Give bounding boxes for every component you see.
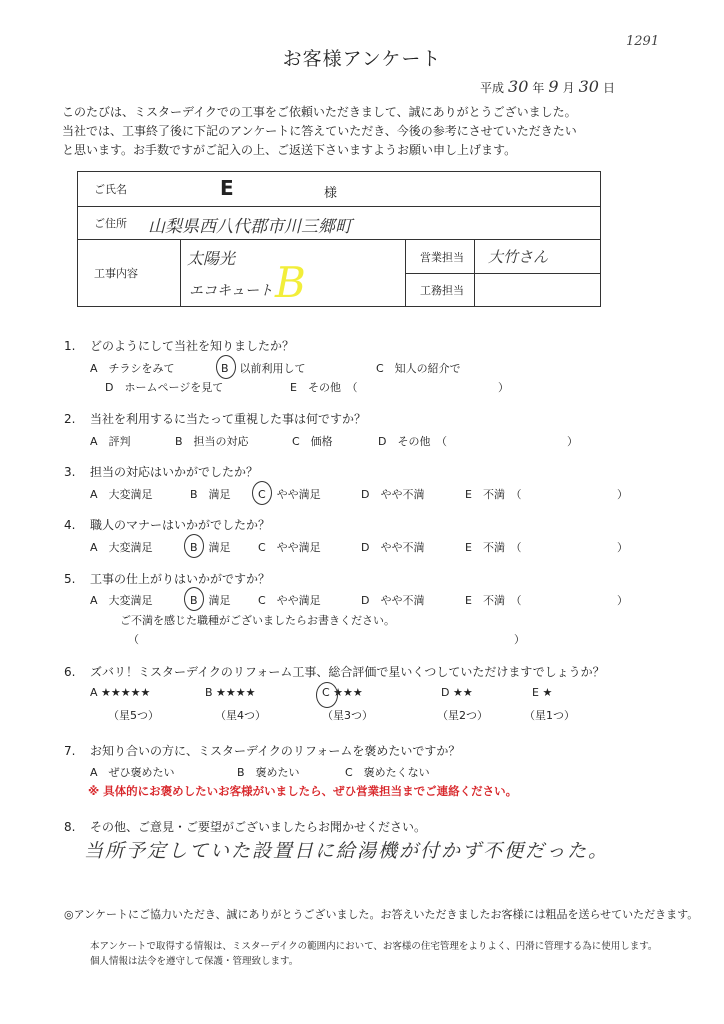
q2-question xyxy=(64,410,366,427)
q5-question xyxy=(64,570,270,587)
q1-option-e: E その他 （ xyxy=(290,381,358,394)
q6-label-d: （星2つ） xyxy=(437,709,488,722)
q4-option-e: E 不満 （ xyxy=(465,541,522,554)
sales-label: 営業担当 xyxy=(420,250,464,264)
q5-sub-question: ご不満を感じた職種がございましたらお書きください。 xyxy=(120,614,395,627)
q1-question xyxy=(64,337,294,354)
q4-option-c: C やや満足 xyxy=(258,541,321,554)
address-label: ご住所 xyxy=(94,217,127,231)
q4-option-e-close: ） xyxy=(617,541,628,554)
q5-option-d: D やや不満 xyxy=(361,594,425,607)
q3-option-d: D やや不満 xyxy=(361,488,425,501)
date-year: 30 xyxy=(508,77,529,96)
customer-info-table xyxy=(77,171,601,307)
q7-question xyxy=(64,742,460,759)
date-line xyxy=(480,77,615,96)
q7-number: 7. xyxy=(64,744,76,758)
q4-text: 職人のマナーはいかがでしたか？ xyxy=(90,518,271,532)
q5-sub-close: ） xyxy=(514,633,525,646)
q1-text: どのようにして当社を知りましたか？ xyxy=(90,339,295,353)
footer-thanks: ◎アンケートにご協力いただき、誠にありがとうございました。お答えいただきましたお客様には粗品を送らせていただきます。 xyxy=(64,908,699,921)
date-year-label: 年 xyxy=(532,81,545,95)
work-label: 工事内容 xyxy=(94,267,138,281)
q3-option-e: E 不満 （ xyxy=(465,488,522,501)
q5-option-c: C やや満足 xyxy=(258,594,321,607)
q5-selection-circle xyxy=(184,587,204,611)
q7-text: お知り合いの方に、ミスターデイクのリフォームを褒めたいですか？ xyxy=(90,744,461,758)
q6-label-a: （星5つ） xyxy=(108,709,159,722)
q6-label-b: （星4つ） xyxy=(215,709,266,722)
q6-option-e: E ★ xyxy=(532,686,553,699)
q8-text: その他、ご意見・ご要望がございましたらお聞かせください。 xyxy=(90,820,427,834)
q3-option-b: B 満足 xyxy=(190,488,231,501)
q5-text: 工事の仕上がりはいかがですか？ xyxy=(90,572,271,586)
q6-option-a: A ★★★★★ xyxy=(90,686,151,699)
q7-option-c: C 褒めたくない xyxy=(345,766,430,779)
q3-option-a: A 大変満足 xyxy=(90,488,153,501)
intro-line-2: 当社では、工事終了後に下記のアンケートに答えていただき、今後の参考にさせていただきたい xyxy=(62,124,577,138)
q4-option-d: D やや不満 xyxy=(361,541,425,554)
date-era: 平成 xyxy=(480,81,505,95)
q2-option-a: A 評判 xyxy=(90,435,131,448)
q8-question xyxy=(64,818,426,835)
q2-option-b: B 担当の対応 xyxy=(175,435,249,448)
q2-text: 当社を利用するに当たって重視した事は何ですか？ xyxy=(90,412,367,426)
q6-label-e: （星1つ） xyxy=(524,709,575,722)
q6-selection-circle xyxy=(316,682,338,708)
q2-option-d-close: ） xyxy=(567,435,578,448)
corner-note: 1291 xyxy=(626,34,660,49)
survey-title: お客様アンケート xyxy=(282,48,442,70)
name-row xyxy=(78,172,601,207)
work-content-cell xyxy=(181,240,406,307)
q1-option-c: C 知人の紹介で xyxy=(376,362,461,375)
q4-selection-circle xyxy=(184,534,204,558)
intro-line-3: と思います。お手数ですがご記入の上、ご返送下さいますようお願い申し上げます。 xyxy=(62,143,517,157)
work-label-cell xyxy=(78,240,181,307)
q1-selection-circle xyxy=(216,355,236,379)
q2-option-d: D その他 （ xyxy=(378,435,447,448)
q6-option-b: B ★★★★ xyxy=(205,686,256,699)
q6-question xyxy=(64,663,605,680)
q5-option-e-close: ） xyxy=(617,594,628,607)
q2-number: 2. xyxy=(64,412,76,426)
footer-privacy-2: 個人情報は法令を遵守して保護・管理致します。 xyxy=(90,956,299,967)
q7-option-a: A ぜひ褒めたい xyxy=(90,766,175,779)
q3-selection-circle xyxy=(252,481,272,505)
q5-sub-open: （ xyxy=(128,633,139,646)
q8-handwritten-answer: 当所予定していた設置日に給湯機が付かず不便だった。 xyxy=(84,840,610,862)
q4-option-a: A 大変満足 xyxy=(90,541,153,554)
q7-red-notice: ※ 具体的にお褒めしたいお客様がいましたら、ぜひ営業担当までご連絡ください。 xyxy=(88,784,518,798)
q3-option-c: C やや満足 xyxy=(258,488,321,501)
q6-label-c: （星3つ） xyxy=(322,709,373,722)
address-row xyxy=(78,207,601,240)
q4-option-b: B 満足 xyxy=(190,541,231,554)
q5-option-e: E 不満 （ xyxy=(465,594,522,607)
work-line-1: 太陽光 xyxy=(187,249,236,269)
q8-number: 8. xyxy=(64,820,76,834)
footer-privacy-1: 本アンケートで取得する情報は、ミスターデイクの範囲内において、お客様の住宅管理をよりよく、円滑に管理する為に使用します。 xyxy=(90,941,658,952)
name-suffix: 様 xyxy=(324,186,338,201)
q3-number: 3. xyxy=(64,465,76,479)
date-month-label: 月 xyxy=(562,81,575,95)
sales-value: 大竹さん xyxy=(488,248,549,267)
name-label: ご氏名 xyxy=(94,183,127,197)
q3-question xyxy=(64,463,258,480)
q5-number: 5. xyxy=(64,572,76,586)
q4-number: 4. xyxy=(64,518,76,532)
q5-option-b: B 満足 xyxy=(190,594,231,607)
q6-option-c: C ★★★ xyxy=(322,686,363,699)
name-value: E xyxy=(220,176,234,200)
q3-text: 担当の対応はいかがでしたか？ xyxy=(90,465,259,479)
address-value: 山梨県西八代郡市川三郷町 xyxy=(148,217,352,238)
q1-option-e-close: ） xyxy=(498,381,509,394)
work-line-2: エコキュート xyxy=(189,283,273,300)
date-month: 9 xyxy=(548,77,559,96)
q7-option-b: B 褒めたい xyxy=(237,766,300,779)
q1-option-b: B 以前利用して xyxy=(221,362,306,375)
q3-option-e-close: ） xyxy=(617,488,628,501)
q6-option-d: D ★★ xyxy=(441,686,473,699)
q2-option-c: C 価格 xyxy=(292,435,333,448)
q1-number: 1. xyxy=(64,339,76,353)
sales-cell xyxy=(406,240,601,273)
intro-paragraph xyxy=(62,103,702,160)
intro-line-1: このたびは、ミスターデイクでの工事をご依頼いただきまして、誠にありがとうございました。 xyxy=(62,105,577,119)
q4-question xyxy=(64,516,270,533)
q6-number: 6. xyxy=(64,665,76,679)
date-day-label: 日 xyxy=(602,81,615,95)
q1-option-d: D ホームページを見て xyxy=(105,381,224,394)
construction-label: 工務担当 xyxy=(420,283,464,297)
date-day: 30 xyxy=(578,77,599,96)
q6-text: ズバリ！ミスターデイクのリフォーム工事、総合評価で星いくつしていただけますでしょうか？ xyxy=(90,665,605,679)
work-grade-mark: B xyxy=(275,258,306,308)
q1-option-a: A チラシをみて xyxy=(90,362,175,375)
construction-cell xyxy=(406,273,601,306)
q5-option-a: A 大変満足 xyxy=(90,594,153,607)
